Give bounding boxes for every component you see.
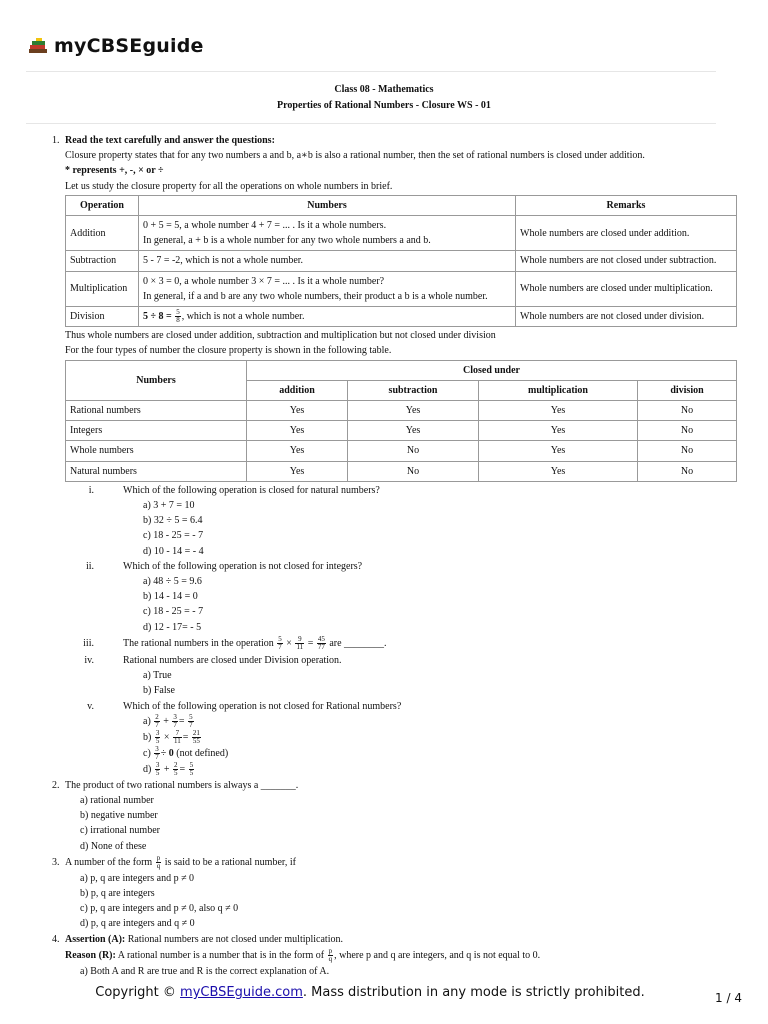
- answer-option[interactable]: b) negative number: [80, 810, 158, 822]
- numbers-line: 0 × 3 = 0, a whole number 3 × 7 = ... . Is it a whole number?: [143, 275, 385, 287]
- answer-option[interactable]: b) 14 - 14 = 0: [143, 591, 198, 603]
- sub-question-number: iii.: [83, 637, 94, 649]
- answer-option[interactable]: b) p, q are integers: [80, 887, 155, 899]
- fraction: $\frac{5}{8}$: [176, 308, 180, 325]
- copyright-text: . Mass distribution in any mode is strictly prohibited.: [302, 985, 645, 1000]
- table-row: [66, 461, 737, 481]
- row-label: Natural numbers: [66, 461, 247, 481]
- question-heading: Read the text carefully and answer the questions:: [65, 135, 275, 146]
- header-divider: [26, 71, 716, 72]
- table-cell: Yes: [479, 461, 638, 481]
- table-header: Closed under: [247, 360, 737, 380]
- title-divider: [26, 123, 716, 124]
- answer-option[interactable]: a) True: [143, 670, 172, 682]
- numbers-line: In general, if a and b are any two whole numbers, their product a b is a whole number.: [143, 290, 488, 302]
- table-row: [66, 216, 737, 251]
- whole-numbers-table: [65, 195, 737, 327]
- sub-question-iv: [52, 653, 742, 699]
- answer-option[interactable]: b) 32 ÷ 5 = 6.4: [143, 515, 203, 527]
- reason: Reason (R): A rational number is a number that is in the form of $\frac{p}{q}$ , where p and q are integers, and q is not equal to 0.: [65, 946, 541, 963]
- answer-option[interactable]: a) $\frac{2}{7}$ + $\frac{3}{7}$ = $\frac{5}{7}$: [143, 712, 193, 729]
- answer-option[interactable]: a) p, q are integers and p ≠ 0: [80, 872, 195, 884]
- table-header: multiplication: [479, 380, 638, 400]
- remarks-cell: Whole numbers are closed under addition.: [516, 216, 737, 251]
- operation-cell: Division: [66, 307, 139, 327]
- numbers-line: In general, a + b is a whole number for any two whole numbers a and b.: [143, 235, 431, 247]
- answer-option[interactable]: c) 18 - 25 = - 7: [143, 606, 204, 618]
- answer-option[interactable]: a) 3 + 7 = 10: [143, 500, 195, 512]
- table-header: Numbers: [139, 195, 516, 215]
- answer-option[interactable]: c) $\frac{3}{7}$ ÷ 0 (not defined): [143, 744, 229, 761]
- table-cell: Yes: [247, 441, 348, 461]
- remarks-cell: Whole numbers are closed under multiplication.: [516, 271, 737, 306]
- question-text: The product of two rational numbers is always a _______.: [65, 779, 299, 791]
- assertion: Assertion (A): Rational numbers are not closed under multiplication.: [65, 933, 343, 945]
- table-header: Remarks: [516, 195, 737, 215]
- sub-question-number: ii.: [85, 560, 94, 572]
- brand-name[interactable]: myCBSEguide: [54, 35, 204, 57]
- table-row: [66, 307, 737, 327]
- operation-cell: Addition: [66, 216, 139, 251]
- answer-option[interactable]: b) $\frac{3}{5}$ × $\frac{7}{11}$ = $\frac{21}{55}$: [143, 728, 200, 745]
- row-label: Whole numbers: [66, 441, 247, 461]
- answer-option[interactable]: d) p, q are integers and q ≠ 0: [80, 918, 195, 930]
- table-row: [66, 401, 737, 421]
- numbers-cell: [139, 216, 516, 251]
- operation-cell: Multiplication: [66, 271, 139, 306]
- table-cell: No: [348, 441, 479, 461]
- intro-line: Let us study the closure property for all the operations on whole numbers in brief.: [65, 180, 393, 192]
- table-row: [66, 251, 737, 271]
- table-cell: Yes: [479, 421, 638, 441]
- answer-option[interactable]: d) 10 - 14 = - 4: [143, 545, 204, 557]
- site-header: [26, 30, 204, 62]
- table-cell: No: [638, 401, 737, 421]
- row-label: Integers: [66, 421, 247, 441]
- table-header: addition: [247, 380, 348, 400]
- table-row: [66, 421, 737, 441]
- question-number: 2.: [52, 779, 60, 791]
- operation-cell: Subtraction: [66, 251, 139, 271]
- table-header: Operation: [66, 195, 139, 215]
- table-cell: No: [638, 461, 737, 481]
- answer-option[interactable]: d) 12 - 17= - 5: [143, 621, 202, 633]
- answer-option[interactable]: a) Both A and R are true and R is the correct explanation of A.: [80, 965, 330, 977]
- books-stack-icon: [26, 34, 50, 58]
- table-header: Numbers: [66, 360, 247, 400]
- site-link[interactable]: myCBSEguide.com: [180, 985, 303, 1000]
- sub-question-ii: [52, 559, 742, 635]
- sub-question-v: [52, 699, 742, 778]
- page-number: 1 / 4: [715, 991, 742, 1005]
- answer-option[interactable]: c) irrational number: [80, 825, 160, 837]
- question-3: [52, 854, 742, 932]
- numbers-line: 0 + 5 = 5, a whole number 4 + 7 = ... . Is it a whole numbers.: [143, 220, 387, 232]
- table-row: [66, 271, 737, 306]
- question-4: [52, 932, 742, 979]
- question-number: 1.: [52, 135, 60, 146]
- table-cell: Yes: [479, 441, 638, 461]
- summary-line: For the four types of number the closure property is shown in the following table.: [65, 345, 392, 357]
- answer-option[interactable]: a) rational number: [80, 794, 154, 806]
- table-row: [66, 441, 737, 461]
- numbers-cell: [139, 271, 516, 306]
- question-1: [52, 133, 742, 778]
- question-text: A number of the form $\frac{p}{q}$ is said to be a rational number, if: [65, 853, 296, 870]
- numbers-cell: [139, 307, 516, 327]
- table-cell: Yes: [479, 401, 638, 421]
- worksheet-title: Properties of Rational Numbers - Closure WS - 01: [277, 100, 491, 111]
- operations-note: * represents +, -, × or ÷: [65, 165, 164, 177]
- worksheet-content: [52, 133, 742, 979]
- sub-question-text: The rational numbers in the operation $\frac{5}{7}$ × $\frac{9}{11}$ = $\frac{45}{77}$ are ________.: [123, 635, 387, 652]
- table-cell: Yes: [247, 421, 348, 441]
- sub-question-iii: [52, 635, 742, 653]
- copyright-footer: [0, 985, 740, 1000]
- answer-option[interactable]: c) 18 - 25 = - 7: [143, 530, 204, 542]
- table-header: subtraction: [348, 380, 479, 400]
- table-cell: Yes: [348, 401, 479, 421]
- class-line: Class 08 - Mathematics: [334, 84, 434, 95]
- question-number: 3.: [52, 856, 60, 868]
- numbers-cell: 5 - 7 = -2, which is not a whole number.: [139, 251, 516, 271]
- answer-option[interactable]: a) 48 ÷ 5 = 9.6: [143, 576, 202, 588]
- sub-question-text: Which of the following operation is closed for natural numbers?: [123, 484, 380, 496]
- copyright-text: Copyright ©: [95, 985, 181, 1000]
- remarks-cell: Whole numbers are not closed under division.: [516, 307, 737, 327]
- sub-question-text: Rational numbers are closed under Division operation.: [123, 654, 342, 666]
- question-2: [52, 778, 742, 854]
- table-cell: Yes: [247, 461, 348, 481]
- sub-question-text: Which of the following operation is not closed for integers?: [123, 560, 363, 572]
- summary-line: Thus whole numbers are closed under addition, subtraction and multiplication but not closed under division: [65, 330, 496, 342]
- row-label: Rational numbers: [66, 401, 247, 421]
- closure-definition: Closure property states that for any two numbers a and b, a∗b is also a rational number, then the set of rational numbers is closed under addition.: [65, 150, 645, 162]
- sub-question-text: Which of the following operation is not closed for Rational numbers?: [123, 700, 402, 712]
- table-header: division: [638, 380, 737, 400]
- closure-table: [65, 360, 737, 482]
- answer-option[interactable]: b) False: [143, 685, 175, 697]
- table-cell: No: [348, 461, 479, 481]
- remarks-cell: Whole numbers are not closed under subtraction.: [516, 251, 737, 271]
- sub-question-number: i.: [88, 484, 94, 496]
- sub-question-number: iv.: [84, 654, 94, 666]
- table-cell: Yes: [247, 401, 348, 421]
- sub-question-i: [52, 483, 742, 559]
- numbers-line: , which is not a whole number.: [181, 311, 305, 323]
- table-cell: Yes: [348, 421, 479, 441]
- answer-option[interactable]: d) $\frac{3}{5}$ + $\frac{2}{5}$ = $\frac{5}{5}$: [143, 760, 194, 777]
- table-cell: No: [638, 441, 737, 461]
- table-cell: No: [638, 421, 737, 441]
- question-number: 4.: [52, 933, 60, 945]
- division-expression: 5 ÷ 8 =: [143, 311, 172, 323]
- answer-option[interactable]: d) None of these: [80, 840, 147, 852]
- answer-option[interactable]: c) p, q are integers and p ≠ 0, also q ≠ 0: [80, 903, 239, 915]
- sub-question-number: v.: [87, 700, 94, 712]
